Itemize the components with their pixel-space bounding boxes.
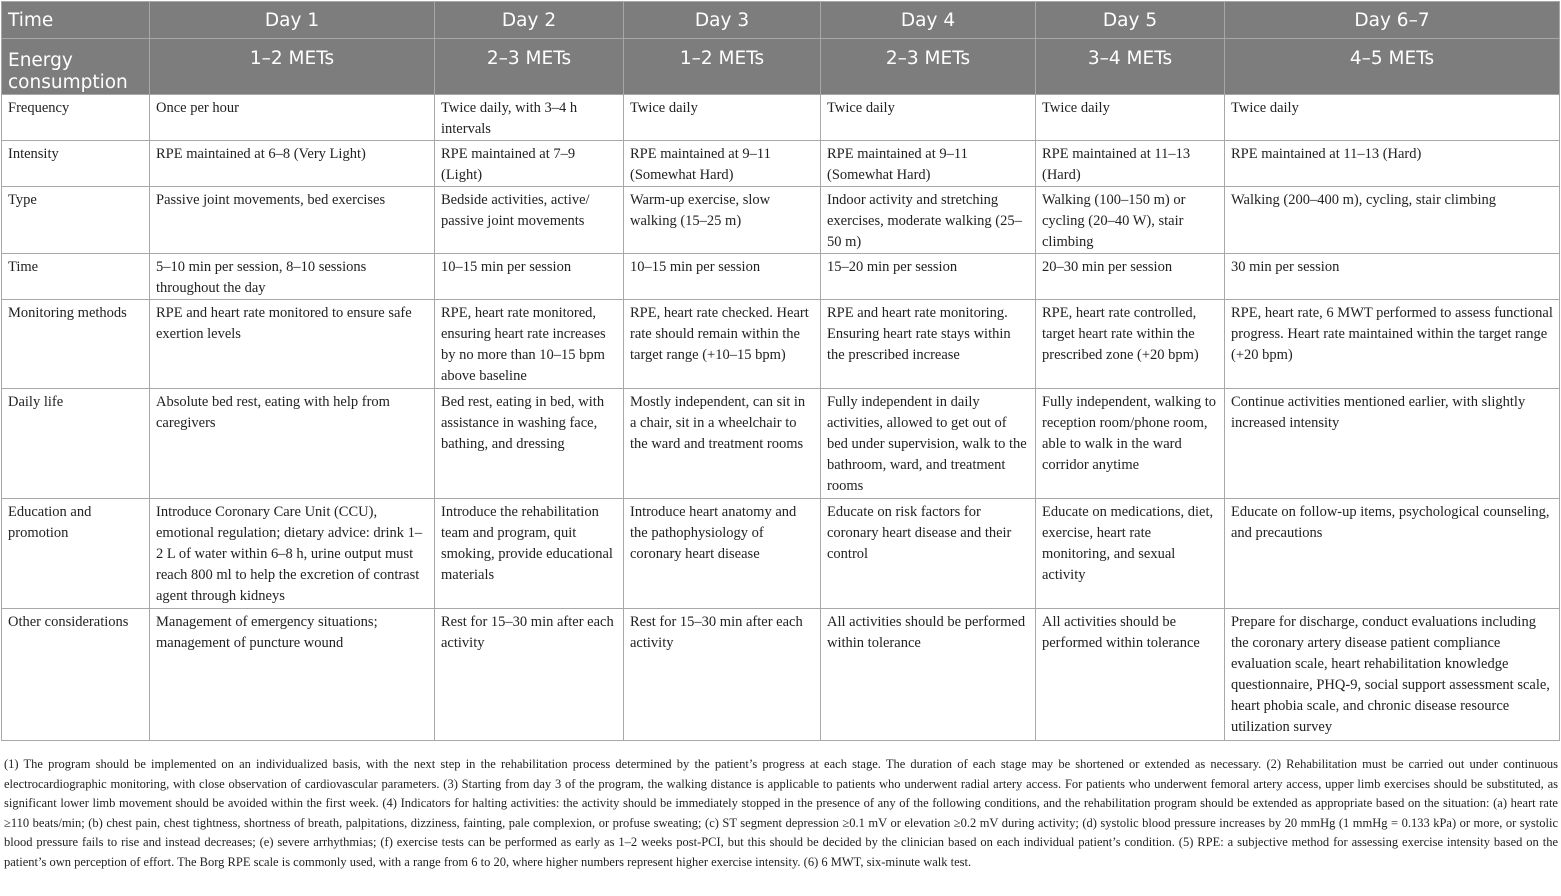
row-label: Time	[2, 254, 150, 300]
table-cell: Prepare for discharge, conduct evaluations including the coronary artery disease patient compliance evaluation scale, heart rehabilitation knowledge questionnaire, PHQ-9, social support assessment scale, heart phobia scale, and chronic disease resource utilization survey	[1225, 609, 1560, 741]
header-energy-label: Energy consumption	[2, 39, 150, 95]
rehabilitation-schedule-table	[1, 1, 1560, 741]
table-cell: RPE maintained at 11–13 (Hard)	[1225, 141, 1560, 187]
table-cell: Warm-up exercise, slow walking (15–25 m)	[624, 187, 821, 254]
row-label: Frequency	[2, 95, 150, 141]
header-energy-day-6-7: 4–5 METs	[1225, 39, 1560, 95]
table-row-type	[2, 187, 1560, 254]
table-row-time	[2, 254, 1560, 300]
table-cell: 5–10 min per session, 8–10 sessions throughout the day	[150, 254, 435, 300]
header-day-1: Day 1	[150, 2, 435, 39]
table-cell: Rest for 15–30 min after each activity	[435, 609, 624, 741]
table-cell: Fully independent, walking to reception room/phone room, able to walk in the ward corridor anytime	[1036, 389, 1225, 499]
row-label: Type	[2, 187, 150, 254]
header-row-energy	[2, 39, 1560, 95]
table-row-other-considerations	[2, 609, 1560, 741]
table-cell: Introduce the rehabilitation team and program, quit smoking, provide educational materials	[435, 499, 624, 609]
table-cell: Educate on follow-up items, psychological counseling, and precautions	[1225, 499, 1560, 609]
table-cell: 30 min per session	[1225, 254, 1560, 300]
row-label: Monitoring methods	[2, 300, 150, 389]
table-cell: Introduce heart anatomy and the pathophysiology of coronary heart disease	[624, 499, 821, 609]
table-cell: 10–15 min per session	[435, 254, 624, 300]
table-cell: Twice daily, with 3–4 h intervals	[435, 95, 624, 141]
table-cell: Introduce Coronary Care Unit (CCU), emotional regulation; dietary advice: drink 1–2 L of water within 6–8 h, urine output must reach 800 ml to help the excretion of contrast agent through kidneys	[150, 499, 435, 609]
header-energy-day-1: 1–2 METs	[150, 39, 435, 95]
table-cell: Rest for 15–30 min after each activity	[624, 609, 821, 741]
table-cell: Walking (200–400 m), cycling, stair climbing	[1225, 187, 1560, 254]
table-cell: Once per hour	[150, 95, 435, 141]
table-cell: Management of emergency situations; management of puncture wound	[150, 609, 435, 741]
header-energy-day-4: 2–3 METs	[821, 39, 1036, 95]
header-time-label: Time	[2, 2, 150, 39]
header-energy-day-5: 3–4 METs	[1036, 39, 1225, 95]
table-cell: Fully independent in daily activities, allowed to get out of bed under supervision, walk to the bathroom, ward, and treatment rooms	[821, 389, 1036, 499]
table-cell: RPE, heart rate controlled, target heart rate within the prescribed zone (+20 bpm)	[1036, 300, 1225, 389]
table-cell: Twice daily	[821, 95, 1036, 141]
header-day-6-7: Day 6–7	[1225, 2, 1560, 39]
table-cell: 15–20 min per session	[821, 254, 1036, 300]
header-day-2: Day 2	[435, 2, 624, 39]
table-row-frequency	[2, 95, 1560, 141]
table-cell: Absolute bed rest, eating with help from caregivers	[150, 389, 435, 499]
row-label: Other considerations	[2, 609, 150, 741]
table-row-education	[2, 499, 1560, 609]
table-cell: Twice daily	[1225, 95, 1560, 141]
table-cell: All activities should be performed within tolerance	[821, 609, 1036, 741]
header-row-days	[2, 2, 1560, 39]
table-cell: Bed rest, eating in bed, with assistance in washing face, bathing, and dressing	[435, 389, 624, 499]
row-label: Daily life	[2, 389, 150, 499]
table-cell: RPE, heart rate, 6 MWT performed to assess functional progress. Heart rate maintained within the target range (+20 bpm)	[1225, 300, 1560, 389]
table-cell: RPE maintained at 6–8 (Very Light)	[150, 141, 435, 187]
row-label: Intensity	[2, 141, 150, 187]
header-day-5: Day 5	[1036, 2, 1225, 39]
table-cell: RPE maintained at 9–11 (Somewhat Hard)	[821, 141, 1036, 187]
header-energy-day-3: 1–2 METs	[624, 39, 821, 95]
table-row-intensity	[2, 141, 1560, 187]
table-row-daily-life	[2, 389, 1560, 499]
table-cell: Twice daily	[1036, 95, 1225, 141]
row-label: Education and promotion	[2, 499, 150, 609]
table-cell: Continue activities mentioned earlier, with slightly increased intensity	[1225, 389, 1560, 499]
table-cell: Educate on medications, diet, exercise, heart rate monitoring, and sexual activity	[1036, 499, 1225, 609]
table-footnote: (1) The program should be implemented on an individualized basis, with the next step in the rehabilitation process determined by the patient’s progress at each stage. The duration of each stage may be shortened or extended as necessary. (2) Rehabilitation must be carried out under continuous electrocardiographic monitoring, with close observation of cardiovascular parameters. (3) Starting from day 3 of the program, the walking distance is applicable to patients who underwent radial artery access. For patients who underwent femoral artery access, upper limb exercises should be substituted, as significant lower limb movement should be avoided within the first week. (4) Indicators for halting activities: the activity should be immediately stopped in the presence of any of the following conditions, and the rehabilitation program should be extended as appropriate based on the situation: (a) heart rate ≥110 beats/min; (b) chest pain, chest tightness, shortness of breath, palpitations, dizziness, fainting, pale complexion, or profuse sweating; (c) ST segment depression ≥0.1 mV or elevation ≥0.2 mV during activity; (d) systolic blood pressure increases by 20 mmHg (1 mmHg = 0.133 kPa) or more, or systolic blood pressure fails to rise and instead decreases; (e) severe arrhythmias; (f) exercise tests can be performed as early as 1–2 weeks post-PCI, but this should be decided by the clinician based on each individual patient’s condition. (5) RPE: a subjective method for assessing exercise intensity based on the patient’s own perception of effort. The Borg RPE scale is commonly used, with a range from 6 to 20, where higher numbers represent higher exercise intensity. (6) 6 MWT, six-minute walk test.	[4, 757, 1558, 869]
table-cell: Indoor activity and stretching exercises, moderate walking (25–50 m)	[821, 187, 1036, 254]
table-cell: Educate on risk factors for coronary heart disease and their control	[821, 499, 1036, 609]
table-cell: Twice daily	[624, 95, 821, 141]
table-cell: RPE and heart rate monitoring. Ensuring heart rate stays within the prescribed increase	[821, 300, 1036, 389]
header-energy-day-2: 2–3 METs	[435, 39, 624, 95]
table-cell: All activities should be performed within tolerance	[1036, 609, 1225, 741]
table-cell: RPE maintained at 11–13 (Hard)	[1036, 141, 1225, 187]
table-cell: Bedside activities, active/ passive joint movements	[435, 187, 624, 254]
table-cell: Walking (100–150 m) or cycling (20–40 W), stair climbing	[1036, 187, 1225, 254]
table-cell: Mostly independent, can sit in a chair, sit in a wheelchair to the ward and treatment rooms	[624, 389, 821, 499]
table-cell: RPE maintained at 9–11 (Somewhat Hard)	[624, 141, 821, 187]
table-cell: RPE maintained at 7–9 (Light)	[435, 141, 624, 187]
table-cell: RPE, heart rate monitored, ensuring heart rate increases by no more than 10–15 bpm above baseline	[435, 300, 624, 389]
table-cell: 20–30 min per session	[1036, 254, 1225, 300]
table-cell: RPE and heart rate monitored to ensure safe exertion levels	[150, 300, 435, 389]
table-cell: 10–15 min per session	[624, 254, 821, 300]
table-cell: Passive joint movements, bed exercises	[150, 187, 435, 254]
table-cell: RPE, heart rate checked. Heart rate should remain within the target range (+10–15 bpm)	[624, 300, 821, 389]
table-row-monitoring	[2, 300, 1560, 389]
header-day-3: Day 3	[624, 2, 821, 39]
header-day-4: Day 4	[821, 2, 1036, 39]
